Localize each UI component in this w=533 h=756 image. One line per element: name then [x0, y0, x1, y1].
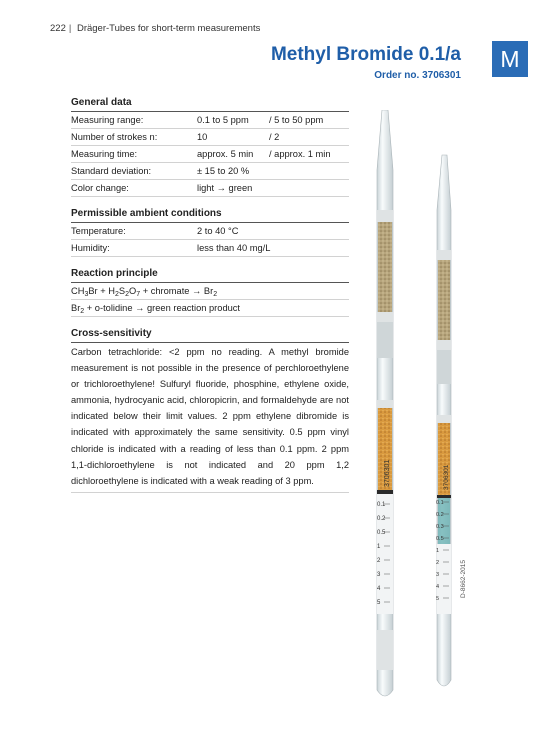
formula-subscript: 2: [80, 308, 85, 315]
scale-label: 0.3: [436, 524, 444, 530]
scale-label: 1: [436, 548, 440, 554]
scale-label: 2: [436, 560, 440, 566]
row-label: Number of strokes n:: [71, 132, 158, 142]
row-value-alt: / 5 to 50 ppm: [269, 115, 324, 125]
formula-part: Br: [71, 303, 81, 313]
scale-label: 4: [436, 584, 440, 590]
data-row: [71, 240, 349, 257]
section-heading: General data: [71, 97, 349, 112]
header-separator: |: [68, 23, 72, 34]
reaction-line-2: [71, 300, 349, 317]
image-code: D-8662-2015: [460, 560, 467, 598]
reaction-line-1: [71, 283, 349, 300]
scale-label: 5: [377, 600, 381, 606]
formula-part: S: [118, 286, 126, 296]
page-title: Methyl Bromide 0.1/a: [270, 44, 461, 65]
formula-subscript: 2: [114, 291, 119, 298]
formula-part: + chromate → Br: [140, 286, 214, 296]
row-value: 2 to 40 °C: [197, 226, 239, 236]
section-heading: Reaction principle: [71, 268, 349, 283]
data-row: [71, 146, 349, 163]
scale-label: 0.5: [436, 536, 444, 542]
formula-part: Br + H: [88, 286, 115, 296]
scale-label: 1: [377, 544, 381, 550]
row-value: less than 40 mg/L: [197, 243, 271, 253]
row-label: Humidity:: [71, 243, 110, 253]
row-label: Standard deviation:: [71, 166, 152, 176]
scale-label: 0.5: [377, 530, 386, 536]
row-value: light → green: [197, 183, 253, 193]
index-tab-letter[interactable]: M: [492, 41, 528, 77]
row-value: approx. 5 min: [197, 149, 254, 159]
general-data-section: [71, 97, 349, 197]
formula-part: + o-tolidine → green reaction product: [84, 303, 241, 313]
row-value: ± 15 to 20 %: [197, 166, 250, 176]
left-tube-id: 3706301: [384, 459, 391, 487]
section-heading: Permissible ambient conditions: [71, 208, 349, 223]
scale-label: 5: [436, 596, 440, 602]
scale-label: 2: [377, 558, 381, 564]
left-tube: [377, 110, 393, 696]
row-value: 10: [197, 132, 208, 142]
cross-sensitivity-section: [71, 328, 349, 493]
scale-label: 0.2: [436, 512, 444, 518]
right-tube: [436, 155, 451, 686]
scale-label: 3: [436, 572, 440, 578]
page-number-header: [50, 23, 260, 34]
data-row: [71, 112, 349, 129]
row-label: Temperature:: [71, 226, 126, 236]
data-row: [71, 129, 349, 146]
formula-subscript: 3: [84, 291, 89, 298]
right-tube-id: 3706301: [443, 464, 450, 490]
formula-part: CH: [71, 286, 85, 296]
formula-subscript: 2: [125, 291, 129, 298]
scale-label: 0.1: [377, 502, 386, 508]
data-row: [71, 180, 349, 197]
formula-part: O: [128, 286, 137, 296]
row-value-alt: / approx. 1 min: [269, 149, 331, 159]
cross-sensitivity-box: [71, 343, 349, 493]
scale-label: 0.2: [377, 516, 386, 522]
cross-sensitivity-text: Carbon tetrachloride: <2 ppm no reading. A methyl bromide measurement is not possible in the presence of perchloroethylene or trichloroethylene! Sulfuryl fluoride, phosphine, ethylene oxide, ammonia, hydrocyanic acid, chloropicrin, and formaldehyde are not indicated below their limit values. 2 ppm ethylene dibromide is indicated with approximately the same sensitivity. 0.5 ppm vinyl chloride is indicated with a reading of less than 0.1 ppm. 2 ppm 1,1-dichloroethylene is not indicated and 20 ppm 1,2 dichloroethylene is indicated with a weak reading of 3 ppm.: [71, 347, 349, 486]
scale-label: 4: [377, 586, 381, 592]
row-label: Measuring range:: [71, 115, 144, 125]
ambient-conditions-section: [71, 208, 349, 257]
running-title: Dräger-Tubes for short-term measurements: [76, 23, 261, 34]
reaction-principle-section: [71, 268, 349, 317]
section-heading: Cross-sensitivity: [71, 328, 349, 343]
order-number: Order no. 3706301: [374, 70, 461, 81]
content-column: [71, 97, 349, 504]
formula-subscript: 7: [136, 291, 141, 298]
row-value-alt: / 2: [269, 132, 280, 142]
page-number: 222: [50, 23, 66, 34]
row-value: 0.1 to 5 ppm: [197, 115, 249, 125]
formula-subscript: 2: [213, 291, 218, 298]
row-label: Color change:: [71, 183, 129, 193]
data-row: [71, 163, 349, 180]
scale-label: 0.1: [436, 500, 444, 506]
detector-tubes-photo: [360, 110, 480, 710]
data-row: [71, 223, 349, 240]
scale-label: 3: [377, 572, 381, 578]
row-label: Measuring time:: [71, 149, 138, 159]
